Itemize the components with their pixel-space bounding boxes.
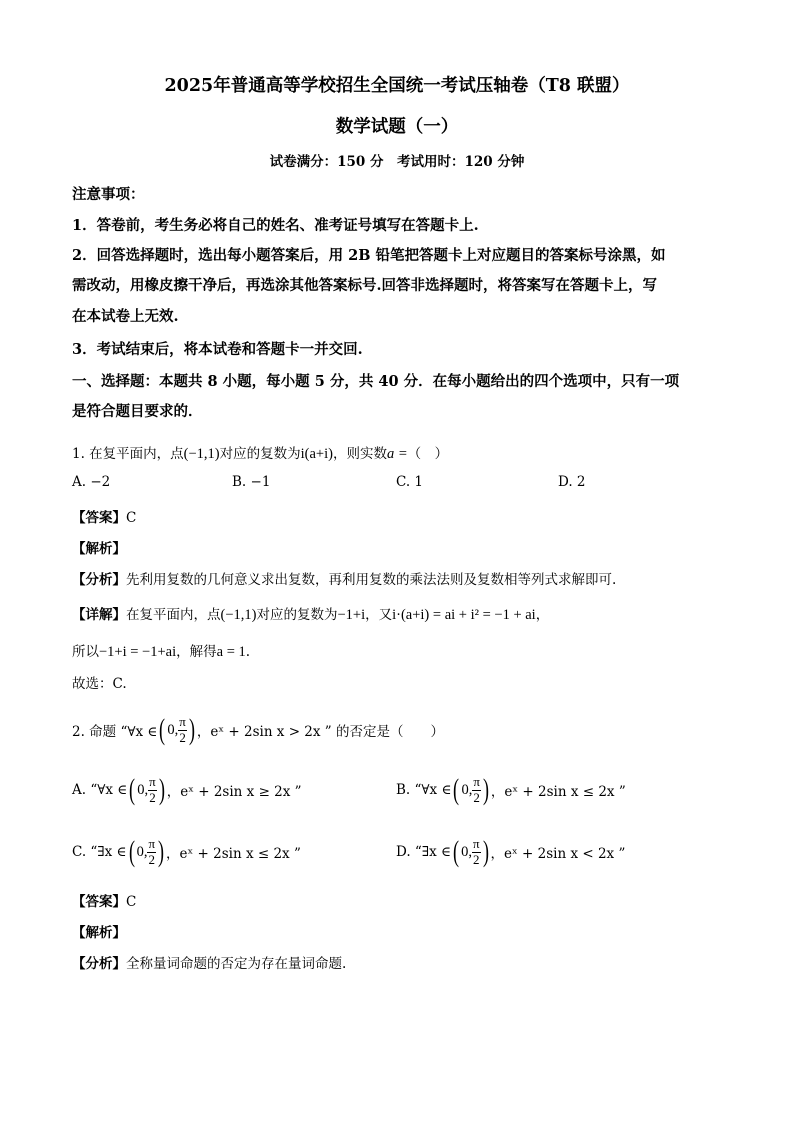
- q1-detail-tag: 【详解】: [72, 607, 126, 623]
- q2-fraction: [178, 715, 187, 745]
- section-heading-line-1: 一、选择题：本题共 8 小题，每小题 5 分，共 40 分．在每小题给出的四个选项中，只有一项: [72, 373, 680, 390]
- q2-option-c: [72, 830, 301, 874]
- q1-stem-a: 1. 在复平面内，点: [72, 446, 184, 462]
- q2-fraction-den: 2: [179, 729, 186, 745]
- q1-detail2-a: 所以: [72, 644, 99, 660]
- q1-fenxi: [72, 568, 616, 588]
- q2-interval-open: (: [159, 713, 166, 746]
- q2-option-c-left: 0,: [136, 843, 148, 860]
- q2-option-a: [72, 768, 302, 812]
- q2-option-a-open: (: [129, 773, 136, 806]
- q1-detail-d: ，又: [365, 607, 393, 623]
- notes-item-2-line-2: 需改动，用橡皮擦干净后，再选涂其他答案标号.回答非选择题时，将答案写在答题卡上，写: [72, 277, 658, 294]
- q2-option-d-label: D. “∃x ∈: [396, 844, 452, 860]
- q1-option-d: D. 2: [558, 474, 586, 490]
- q1-detail2-d: a = 1: [216, 644, 246, 660]
- q2-option-b-label: B. “∀x ∈: [396, 782, 452, 798]
- q2-interval-close: ): [188, 713, 195, 746]
- q2-fenxi: [72, 952, 346, 972]
- q2-answer: [72, 890, 136, 910]
- q1-fenxi-tag: 【分析】: [72, 572, 126, 588]
- q1-answer-tag: 【答案】: [72, 510, 126, 526]
- q2-option-b-left: 0,: [461, 781, 473, 798]
- q2-option-d-fraction: [472, 837, 481, 867]
- q1-point: (−1,1): [183, 446, 220, 462]
- q2-option-a-fraction: [148, 775, 157, 805]
- q2-stem-a: 2. 命题 “∀x ∈: [72, 724, 158, 740]
- q2-option-b-den: 2: [473, 789, 480, 805]
- q1-analysis-tag: 【解析】: [72, 541, 126, 557]
- q2-option-c-open: (: [128, 835, 135, 868]
- q1-detail-b: 对应的复数为: [256, 607, 338, 623]
- q2-option-a-num: π: [149, 774, 156, 790]
- q1-stem-b: 对应的复数为: [219, 446, 301, 462]
- q1-option-a: A. −2: [72, 474, 111, 490]
- page-subtitle: 数学试题（一）: [335, 117, 459, 137]
- q2-option-c-rest: ，eˣ + 2sin x ≤ 2x ”: [166, 846, 301, 862]
- q2-option-d-open: (: [453, 835, 460, 868]
- q2-option-a-close: ): [158, 773, 165, 806]
- q1-option-b: B. −1: [232, 474, 271, 490]
- q2-option-a-label: A. “∀x ∈: [72, 782, 128, 798]
- q1-option-c: C. 1: [396, 474, 424, 490]
- q2-fraction-num: π: [179, 714, 186, 730]
- q2-option-d-num: π: [472, 836, 480, 852]
- q2-answer-value: C: [126, 894, 137, 910]
- q2-option-a-rest: ，eˣ + 2sin x ≥ 2x ”: [166, 784, 302, 800]
- q1-detail: [72, 603, 549, 624]
- q2-option-c-fraction: [147, 837, 156, 867]
- q2-answer-tag: 【答案】: [72, 894, 126, 910]
- q1-stem-c: ，则实数: [332, 446, 387, 462]
- q2-option-b: [396, 768, 626, 812]
- q1-answer: [72, 506, 136, 526]
- notes-item-2-line-3: 在本试卷上无效.: [72, 308, 179, 325]
- q2-fenxi-tag: 【分析】: [72, 956, 126, 972]
- q2-option-b-open: (: [453, 773, 460, 806]
- exam-meta: 试卷满分：150 分 考试用时：120 分钟: [269, 154, 525, 170]
- q2-option-a-left: 0,: [137, 781, 149, 798]
- q2-option-b-rest: ，eˣ + 2sin x ≤ 2x ”: [490, 784, 626, 800]
- q2-analysis-tag: 【解析】: [72, 925, 126, 941]
- q1-detail-e: i·(a+i) = ai + i² = −1 + ai: [392, 607, 536, 623]
- q1-expr: i(a+i): [300, 446, 333, 462]
- q2-option-b-num: π: [473, 774, 480, 790]
- q2-option-d: [396, 830, 625, 874]
- section-heading-line-2: 是符合题目要求的．: [72, 403, 203, 420]
- q2-option-d-left: 0,: [461, 843, 472, 860]
- q1-conclusion: 故选：C.: [72, 676, 127, 692]
- q1-detail2-e: .: [245, 644, 251, 660]
- q2-option-b-close: ): [482, 773, 489, 806]
- q1-stem: [72, 442, 448, 463]
- page-title: 2025年普通高等学校招生全国统一考试压轴卷（T8 联盟）: [164, 76, 630, 96]
- q1-detail-2: [72, 640, 250, 661]
- q1-answer-value: C: [126, 510, 137, 526]
- q2-option-d-close: ): [482, 835, 489, 868]
- q1-detail-point: (−1,1): [220, 607, 257, 623]
- q2-option-a-den: 2: [149, 789, 156, 805]
- q2-option-b-fraction: [472, 775, 481, 805]
- q2-stem: [72, 708, 444, 752]
- q2-fenxi-text: 全称量词命题的否定为存在量词命题.: [126, 956, 347, 972]
- q2-option-d-rest: ，eˣ + 2sin x < 2x ”: [490, 846, 626, 862]
- q1-detail-a: 在复平面内，点: [126, 607, 221, 623]
- notes-heading: 注意事项：: [72, 186, 145, 203]
- notes-item-3: 3．考试结束后，将本试卷和答题卡一并交回.: [72, 341, 363, 358]
- q1-detail2-c: ，解得: [176, 644, 217, 660]
- q2-option-c-num: π: [148, 836, 156, 852]
- q2-interval-left: 0,: [167, 721, 179, 738]
- q2-stem-b: ，eˣ + 2sin x > 2x ” 的否定是（ ）: [196, 724, 444, 740]
- q2-option-c-close: ): [158, 835, 165, 868]
- notes-item-2-line-1: 2．回答选择题时，选出每小题答案后，用 2B 铅笔把答题卡上对应题目的答案标号涂黑，如: [72, 247, 666, 264]
- q1-stem-d: （ ）: [407, 446, 449, 462]
- q1-detail2-b: −1+i = −1+ai: [99, 644, 177, 660]
- q1-detail-f: ，: [535, 607, 550, 623]
- notes-item-1: 1．答卷前，考生务必将自己的姓名、准考证号填写在答题卡上.: [72, 217, 479, 234]
- q2-option-d-den: 2: [472, 851, 480, 867]
- q2-option-c-label: C. “∃x ∈: [72, 844, 127, 860]
- q1-var: a =: [386, 446, 408, 462]
- q1-detail-c: −1+i: [337, 607, 366, 623]
- q2-option-c-den: 2: [148, 851, 155, 867]
- q1-fenxi-text: 先利用复数的几何意义求出复数，再利用复数的乘法法则及复数相等列式求解即可.: [126, 572, 617, 588]
